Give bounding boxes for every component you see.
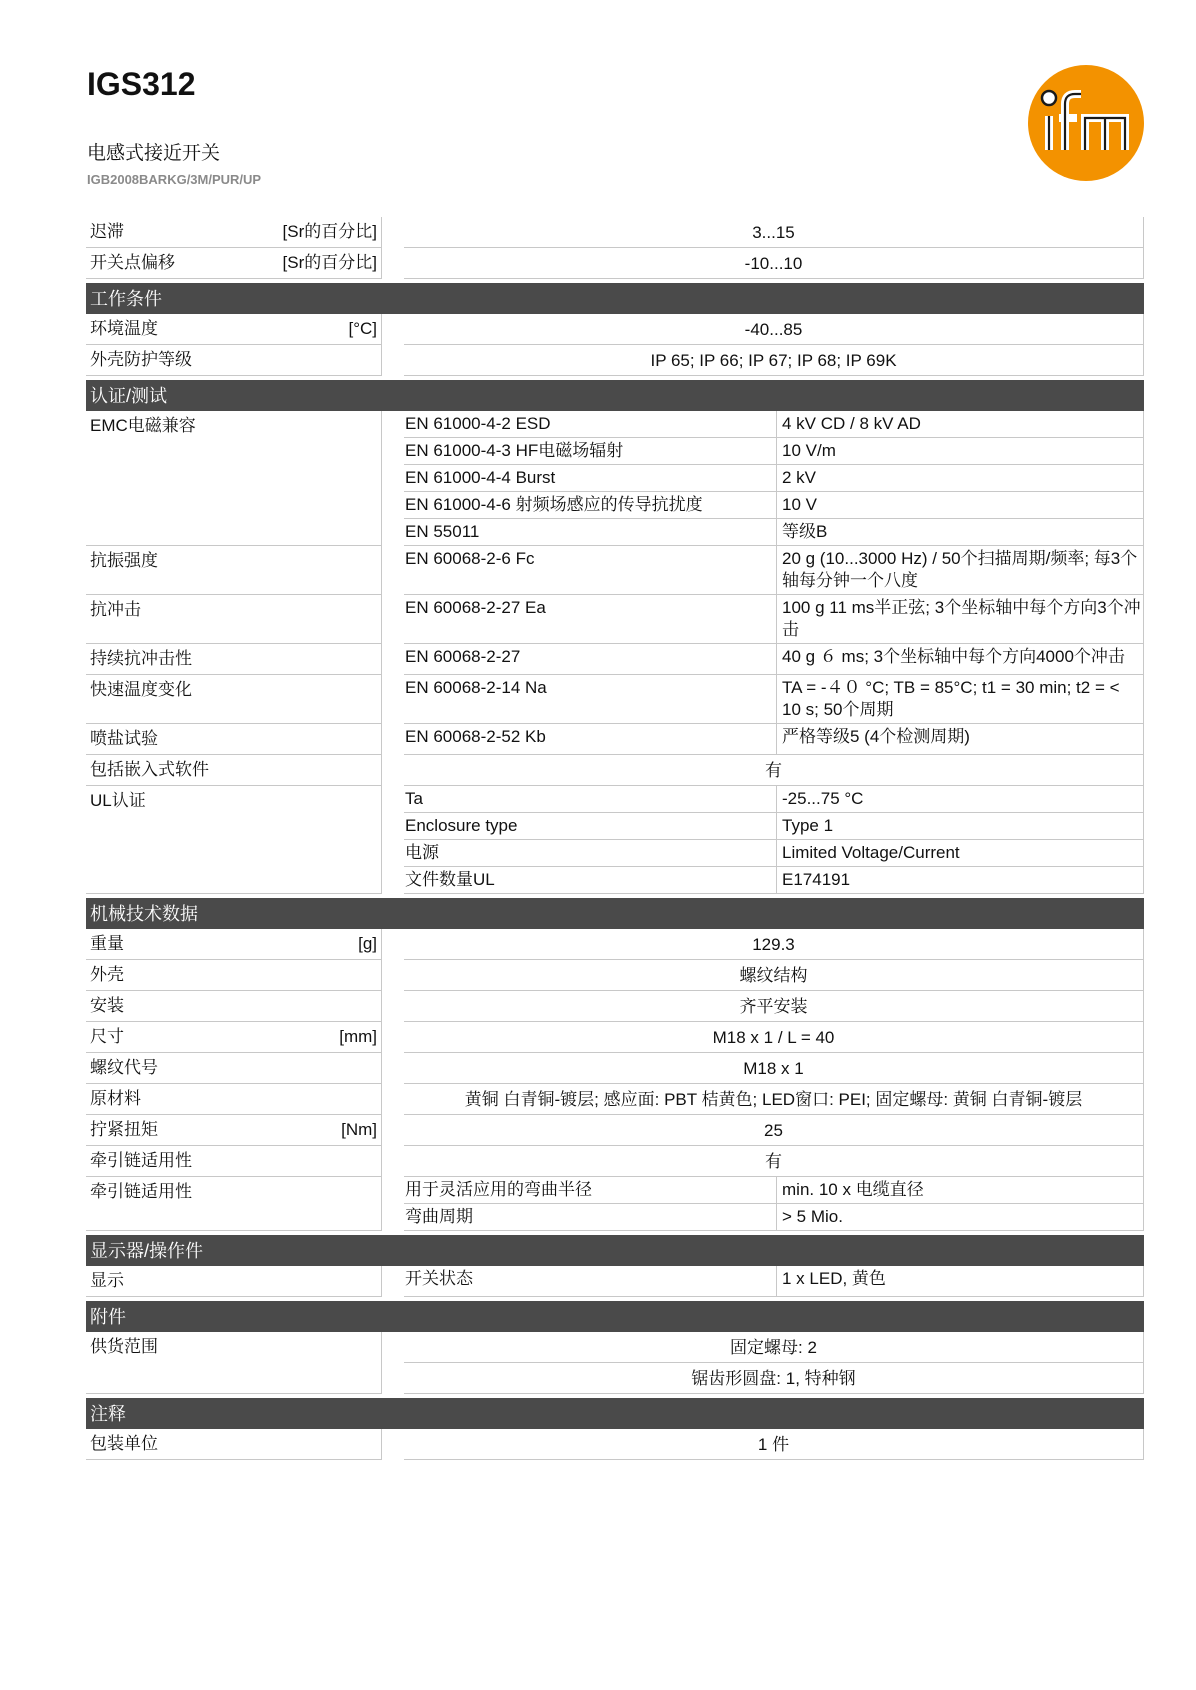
spec-subvalue: 100 g 11 ms半正弦; 3个坐标轴中每个方向3个冲击	[777, 595, 1144, 644]
spec-label: 喷盐试验	[90, 729, 158, 748]
spec-value: 黄铜 白青铜-镀层; 感应面: PBT 桔黄色; LED窗口: PEI; 固定螺母: 黄铜 白青铜-镀层	[404, 1084, 1144, 1115]
spec-value-column	[404, 991, 1144, 1022]
spacer	[382, 724, 404, 755]
spec-value-column	[404, 1115, 1144, 1146]
spec-subrow	[404, 492, 1144, 519]
section-header: 注释	[86, 1398, 1144, 1429]
spec-unit: [g]	[358, 934, 377, 953]
spec-label-cell	[86, 675, 382, 724]
spec-label: 迟滞	[90, 222, 124, 241]
spec-label-cell	[86, 217, 382, 248]
spec-subkey: EN 55011	[404, 519, 777, 546]
spec-label: 开关点偏移	[90, 253, 175, 272]
spec-subrow	[404, 546, 1144, 595]
spec-label-cell	[86, 1146, 382, 1177]
spec-label-cell	[86, 929, 382, 960]
spec-label-cell	[86, 345, 382, 376]
spec-subkey: EN 61000-4-3 HF电磁场辐射	[404, 438, 777, 465]
spacer	[382, 644, 404, 675]
spec-value: 1 件	[404, 1429, 1144, 1460]
spec-sheet	[86, 217, 1144, 1460]
spec-value-column	[404, 1084, 1144, 1115]
spec-value: 有	[404, 1146, 1144, 1177]
spec-row	[86, 1332, 1144, 1394]
spec-value-column	[404, 929, 1144, 960]
spec-subrow	[404, 1204, 1144, 1231]
spacer	[382, 1084, 404, 1115]
spacer	[382, 960, 404, 991]
spec-row	[86, 217, 1144, 248]
spec-row	[86, 411, 1144, 546]
spec-label-cell	[86, 960, 382, 991]
spec-value-column	[404, 755, 1144, 786]
spec-row	[86, 248, 1144, 279]
spacer	[382, 546, 404, 595]
spec-row	[86, 595, 1144, 644]
spacer	[382, 1177, 404, 1231]
spec-label: 拧紧扭矩	[90, 1120, 158, 1139]
spec-label-cell	[86, 1332, 382, 1394]
spec-value: 固定螺母: 2	[404, 1332, 1144, 1363]
spec-label-cell	[86, 755, 382, 786]
spec-label-cell	[86, 1266, 382, 1297]
spec-subvalue: 2 kV	[777, 465, 1144, 492]
spec-value: 25	[404, 1115, 1144, 1146]
spec-value-column	[404, 1053, 1144, 1084]
spec-label-cell	[86, 1429, 382, 1460]
spec-label-cell	[86, 546, 382, 595]
spec-row	[86, 314, 1144, 345]
spec-label: 原材料	[90, 1089, 141, 1108]
spec-value-column	[404, 411, 1144, 546]
spec-subvalue: 10 V/m	[777, 438, 1144, 465]
spec-subvalue: min. 10 x 电缆直径	[777, 1177, 1144, 1204]
spec-unit: [mm]	[339, 1027, 377, 1046]
spec-row	[86, 1053, 1144, 1084]
spec-subkey: 文件数量UL	[404, 867, 777, 894]
spec-value: -10...10	[404, 248, 1144, 279]
spec-value-column	[404, 1177, 1144, 1231]
spec-label: 持续抗冲击性	[90, 649, 192, 668]
spec-row	[86, 345, 1144, 376]
spec-value-column	[404, 1429, 1144, 1460]
spacer	[382, 1022, 404, 1053]
spec-value: M18 x 1 / L = 40	[404, 1022, 1144, 1053]
section-header: 认证/测试	[86, 380, 1144, 411]
spec-value-column	[404, 546, 1144, 595]
section-header: 工作条件	[86, 283, 1144, 314]
spec-label: 包装单位	[90, 1434, 158, 1453]
spacer	[382, 991, 404, 1022]
spec-subkey: 电源	[404, 840, 777, 867]
spec-row	[86, 675, 1144, 724]
spec-value-column	[404, 1022, 1144, 1053]
spec-label-cell	[86, 1022, 382, 1053]
spec-subrow	[404, 411, 1144, 438]
spec-subvalue: TA = -４０ °C; TB = 85°C; t1 = 30 min; t2 = < 10 s; 50个周期	[777, 675, 1144, 724]
spec-subkey: EN 61000-4-2 ESD	[404, 411, 777, 438]
spec-label: UL认证	[90, 791, 146, 810]
spec-subrow	[404, 724, 1144, 755]
spec-row	[86, 1266, 1144, 1297]
spec-row	[86, 755, 1144, 786]
spec-value: 129.3	[404, 929, 1144, 960]
spec-subvalue: 20 g (10...3000 Hz) / 50个扫描周期/频率; 每3个轴每分钟一个八度	[777, 546, 1144, 595]
spec-subvalue: -25...75 °C	[777, 786, 1144, 813]
spec-subvalue: 等级B	[777, 519, 1144, 546]
spec-label-cell	[86, 991, 382, 1022]
spec-row	[86, 1022, 1144, 1053]
spec-row	[86, 644, 1144, 675]
spec-subvalue: Limited Voltage/Current	[777, 840, 1144, 867]
spec-value: 有	[404, 755, 1144, 786]
spec-subkey: Ta	[404, 786, 777, 813]
spec-subkey: EN 60068-2-52 Kb	[404, 724, 777, 755]
product-code: IGB2008BARKG/3M/PUR/UP	[87, 172, 262, 187]
spec-label-cell	[86, 1115, 382, 1146]
spec-value-column	[404, 960, 1144, 991]
spec-label-cell	[86, 1053, 382, 1084]
spec-value: 锯齿形圆盘: 1, 特种钢	[404, 1363, 1144, 1394]
spec-label-cell	[86, 314, 382, 345]
spec-value: 3...15	[404, 217, 1144, 248]
spec-value: M18 x 1	[404, 1053, 1144, 1084]
spec-label: 显示	[90, 1271, 124, 1290]
spec-label-cell	[86, 1084, 382, 1115]
spec-value-column	[404, 1146, 1144, 1177]
spec-subvalue: > 5 Mio.	[777, 1204, 1144, 1231]
spec-label: 供货范围	[90, 1337, 158, 1356]
spec-subkey: EN 60068-2-14 Na	[404, 675, 777, 724]
spec-label: EMC电磁兼容	[90, 416, 196, 435]
spec-subkey: EN 61000-4-4 Burst	[404, 465, 777, 492]
spec-row	[86, 786, 1144, 894]
spacer	[382, 345, 404, 376]
spacer	[382, 1115, 404, 1146]
spacer	[382, 314, 404, 345]
spec-row	[86, 1146, 1144, 1177]
spec-value: 螺纹结构	[404, 960, 1144, 991]
spec-row	[86, 929, 1144, 960]
spec-label-cell	[86, 724, 382, 755]
spacer	[382, 595, 404, 644]
spacer	[382, 217, 404, 248]
spacer	[382, 929, 404, 960]
spec-subkey: EN 60068-2-27 Ea	[404, 595, 777, 644]
spec-unit: [Nm]	[341, 1120, 377, 1139]
product-subtitle: 电感式接近开关	[87, 143, 221, 164]
spec-label: 外壳	[90, 965, 124, 984]
spec-subrow	[404, 786, 1144, 813]
spec-value-column	[404, 724, 1144, 755]
spacer	[382, 248, 404, 279]
ifm-logo-icon	[1027, 64, 1145, 182]
spec-subvalue: E174191	[777, 867, 1144, 894]
spec-value-column	[404, 217, 1144, 248]
spec-label-cell	[86, 411, 382, 546]
spec-label: 抗振强度	[90, 551, 158, 570]
spec-value: 齐平安装	[404, 991, 1144, 1022]
spec-subrow	[404, 1177, 1144, 1204]
spec-subrow	[404, 644, 1144, 675]
spacer	[382, 411, 404, 546]
spec-subvalue: 严格等级5 (4个检测周期)	[777, 724, 1144, 755]
spec-row	[86, 991, 1144, 1022]
spec-label: 牵引链适用性	[90, 1182, 192, 1201]
section-header: 附件	[86, 1301, 1144, 1332]
spec-value-column	[404, 1266, 1144, 1297]
spec-subvalue: 40 g ６ ms; 3个坐标轴中每个方向4000个冲击	[777, 644, 1144, 675]
spec-subkey: EN 61000-4-6 射频场感应的传导抗扰度	[404, 492, 777, 519]
spec-unit: [°C]	[348, 319, 377, 338]
spec-label: 抗冲击	[90, 600, 141, 619]
spec-subrow	[404, 438, 1144, 465]
spec-subvalue: 10 V	[777, 492, 1144, 519]
spec-value-column	[404, 786, 1144, 894]
spec-subrow	[404, 840, 1144, 867]
spec-subkey: EN 60068-2-27	[404, 644, 777, 675]
spec-unit: [Sr的百分比]	[282, 222, 377, 241]
spec-row	[86, 1177, 1144, 1231]
spec-value: IP 65; IP 66; IP 67; IP 68; IP 69K	[404, 345, 1144, 376]
spec-label: 外壳防护等级	[90, 350, 192, 369]
spec-subkey: Enclosure type	[404, 813, 777, 840]
spec-subkey: 用于灵活应用的弯曲半径	[404, 1177, 777, 1204]
spec-subrow	[404, 675, 1144, 724]
spec-value-column	[404, 314, 1144, 345]
spec-subvalue: Type 1	[777, 813, 1144, 840]
spec-subrow	[404, 595, 1144, 644]
spec-label: 快速温度变化	[90, 680, 192, 699]
spec-label-cell	[86, 644, 382, 675]
spec-value-column	[404, 595, 1144, 644]
spec-label: 环境温度	[90, 319, 158, 338]
spec-label-cell	[86, 595, 382, 644]
spec-row	[86, 724, 1144, 755]
spec-row	[86, 546, 1144, 595]
spec-value-column	[404, 675, 1144, 724]
spec-value: -40...85	[404, 314, 1144, 345]
spec-label: 包括嵌入式软件	[90, 760, 209, 779]
section-header: 机械技术数据	[86, 898, 1144, 929]
spec-label: 牵引链适用性	[90, 1151, 192, 1170]
spec-label-cell	[86, 1177, 382, 1231]
spec-row	[86, 1429, 1144, 1460]
spec-unit: [Sr的百分比]	[282, 253, 377, 272]
product-title: IGS312	[87, 66, 196, 102]
spacer	[382, 1266, 404, 1297]
spec-subrow	[404, 465, 1144, 492]
spec-label: 螺纹代号	[90, 1058, 158, 1077]
spec-subrow	[404, 1266, 1144, 1297]
spec-label-cell	[86, 786, 382, 894]
spec-row	[86, 960, 1144, 991]
spacer	[382, 1053, 404, 1084]
spec-value-column	[404, 345, 1144, 376]
spec-subrow	[404, 867, 1144, 894]
spec-row	[86, 1084, 1144, 1115]
spacer	[382, 1146, 404, 1177]
spec-label-cell	[86, 248, 382, 279]
spec-subvalue: 1 x LED, 黄色	[777, 1266, 1144, 1297]
spec-subvalue: 4 kV CD / 8 kV AD	[777, 411, 1144, 438]
spacer	[382, 675, 404, 724]
section-header: 显示器/操作件	[86, 1235, 1144, 1266]
spec-subrow	[404, 813, 1144, 840]
spec-label: 安装	[90, 996, 124, 1015]
spec-row	[86, 1115, 1144, 1146]
spacer	[382, 755, 404, 786]
spec-subkey: EN 60068-2-6 Fc	[404, 546, 777, 595]
spec-value-column	[404, 644, 1144, 675]
spec-subkey: 开关状态	[404, 1266, 777, 1297]
spec-subrow	[404, 519, 1144, 546]
spacer	[382, 1332, 404, 1394]
spec-subkey: 弯曲周期	[404, 1204, 777, 1231]
spec-label: 尺寸	[90, 1027, 124, 1046]
spec-value-column	[404, 1332, 1144, 1394]
spec-label: 重量	[90, 934, 124, 953]
spacer	[382, 1429, 404, 1460]
spec-value-column	[404, 248, 1144, 279]
spacer	[382, 786, 404, 894]
